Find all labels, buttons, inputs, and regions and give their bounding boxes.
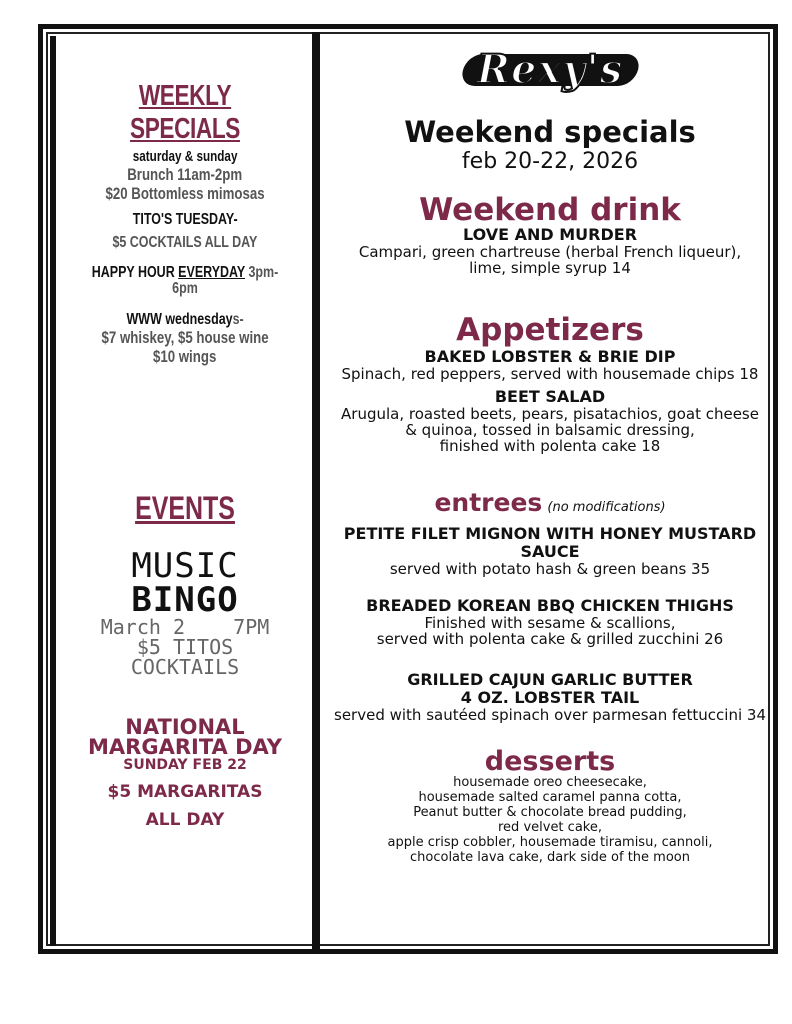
titos-tuesday-title: TITO'S TUESDAY- bbox=[132, 211, 238, 228]
www-wednesday-main: WWW wednesday bbox=[126, 311, 233, 328]
mimosas-special: $20 Bottomless mimosas bbox=[105, 184, 265, 203]
margarita-all-day: ALL DAY bbox=[145, 810, 225, 830]
happy-hour-everyday: EVERYDAY bbox=[178, 264, 245, 281]
happy-hour-time: 3pm-6pm bbox=[172, 264, 279, 297]
happy-hour-prefix: HAPPY HOUR bbox=[91, 264, 179, 281]
section-entrees bbox=[330, 488, 770, 517]
events-title: EVENTS bbox=[135, 490, 235, 526]
dessert-4: red velvet cake, bbox=[498, 820, 602, 835]
margarita-day: MARGARITA DAY bbox=[88, 735, 282, 759]
entrees-title: entrees bbox=[434, 488, 543, 517]
happy-hour-line bbox=[88, 265, 283, 297]
left-border-bar bbox=[50, 36, 56, 946]
ent3-desc: served with sautéed spinach over parmesan fettuccini 34 bbox=[334, 706, 766, 724]
margarita-price: $5 MARGARITAS bbox=[107, 782, 263, 802]
app1-desc: Spinach, red peppers, served with housemade chips 18 bbox=[341, 365, 759, 383]
dessert-6: chocolate lava cake, dark side of the moon bbox=[410, 850, 690, 865]
section-desserts: desserts bbox=[484, 746, 616, 777]
app2-desc-2: & quinoa, tossed in balsamic dressing, bbox=[405, 421, 695, 439]
bingo-line-music: MUSIC bbox=[131, 546, 239, 586]
www-wednesday-title bbox=[126, 312, 243, 328]
logo-text: Rexy's bbox=[476, 46, 624, 93]
column-divider bbox=[312, 32, 320, 950]
www-wednesday-line1: $7 whiskey, $5 house wine bbox=[101, 328, 269, 347]
bingo-line-bingo: BINGO bbox=[131, 580, 239, 620]
app2-desc-3: finished with polenta cake 18 bbox=[439, 437, 661, 455]
ent2-name: BREADED KOREAN BBQ CHICKEN THIGHS bbox=[366, 596, 734, 615]
ent2-desc-2: served with polenta cake & grilled zucchini 26 bbox=[376, 630, 724, 648]
www-wednesday-line2: $10 wings bbox=[153, 347, 217, 366]
ent1-desc: served with potato hash & green beans 35 bbox=[389, 560, 711, 578]
section-weekend-drink: Weekend drink bbox=[419, 192, 681, 228]
ent3-name-2: 4 OZ. LOBSTER TAIL bbox=[460, 688, 640, 707]
page-title: Weekend specials bbox=[404, 115, 696, 149]
dessert-2: housemade salted caramel panna cotta, bbox=[418, 790, 682, 805]
app2-name: BEET SALAD bbox=[494, 387, 606, 406]
app2-desc-1: Arugula, roasted beets, pears, pisatachios, goat cheese bbox=[341, 405, 759, 423]
ent3-name-1: GRILLED CAJUN GARLIC BUTTER bbox=[407, 670, 693, 689]
titos-tuesday-desc: $5 COCKTAILS ALL DAY bbox=[112, 234, 258, 251]
left-column bbox=[60, 80, 310, 830]
drink-name: LOVE AND MURDER bbox=[462, 225, 638, 244]
margarita-date: SUNDAY FEB 22 bbox=[123, 757, 247, 773]
ent2-desc-1: Finished with sesame & scallions, bbox=[424, 614, 676, 632]
dessert-3: Peanut butter & chocolate bread pudding, bbox=[413, 805, 687, 820]
bingo-line-titos: $5 TITOS bbox=[136, 635, 234, 659]
dessert-5: apple crisp cobbler, housemade tiramisu, cannoli, bbox=[387, 835, 713, 850]
www-wednesday-suffix: s- bbox=[232, 311, 244, 328]
bingo-line-cocktails: COCKTAILS bbox=[130, 655, 240, 679]
drink-desc-1: Campari, green chartreuse (herbal French liqueur), bbox=[358, 243, 742, 261]
brunch-hours: Brunch 11am-2pm bbox=[127, 165, 243, 184]
weekend-label: saturday & sunday bbox=[132, 148, 238, 165]
section-appetizers: Appetizers bbox=[456, 312, 644, 348]
dessert-1: housemade oreo cheesecake, bbox=[453, 775, 647, 790]
drink-desc-2: lime, simple syrup 14 bbox=[469, 259, 631, 277]
app1-name: BAKED LOBSTER & BRIE DIP bbox=[424, 347, 676, 366]
rexys-logo bbox=[463, 44, 638, 95]
ent1-name-2: SAUCE bbox=[520, 542, 580, 561]
ent1-name-1: PETITE FILET MIGNON WITH HONEY MUSTARD bbox=[343, 524, 757, 543]
entrees-note: (no modifications) bbox=[547, 500, 666, 515]
music-bingo-graphic bbox=[60, 546, 310, 679]
bingo-line-date: March 2 7PM bbox=[100, 615, 270, 639]
margarita-national: NATIONAL bbox=[125, 715, 245, 739]
right-column bbox=[330, 40, 770, 865]
date-range: feb 20-22, 2026 bbox=[461, 149, 639, 174]
margarita-day-block bbox=[60, 717, 310, 830]
weekly-specials-title: WEEKLY SPECIALS bbox=[129, 80, 241, 145]
